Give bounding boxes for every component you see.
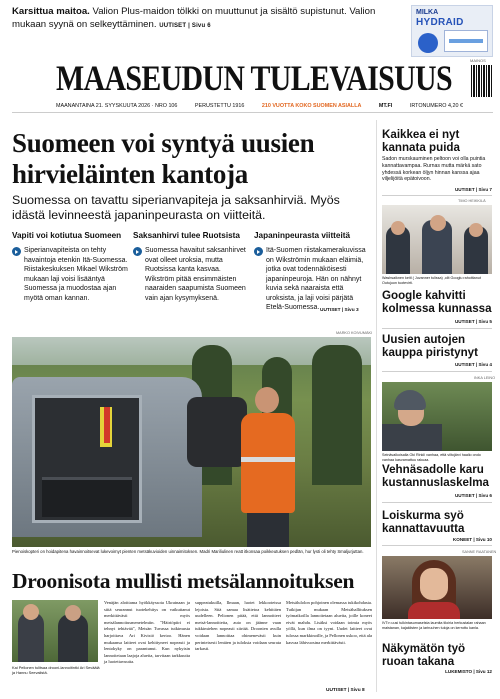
founded-year: PERUSTETTU 1916	[194, 103, 245, 109]
drone-story-photo	[12, 600, 98, 662]
drone-story-body-column: Venäjän aloittama hyökkäyssota Ukrainaan ja siitä seurannut tuotekehitys on vaikuttanut merkittävästi myös metsälannoitusmenetelmiin. "Häiriöpiiri ei tehnyt tehtävää", Metsän Tuvassa tutkimusta harjoittava Ari Kivistö kertoo. Hänen mukaansa laitteet ovat kehittyneet nopeasti ja lentokyky on parantunut. Kun nykyisin lannoitetaan laajoja alueita, tarvitaan tarkkuutta ja luotettavuutta.	[104, 600, 190, 665]
sidebar-divider	[382, 371, 492, 372]
lead-column-text: Siperianvapiteista on tehty havaintoja etenkin Itä-Suomessa. Riistakeskuksen Mikael Wikström mukaan laji voisi lisääntyä Suomessa ja muodostaa ajan myötä oman kannan.	[12, 246, 130, 303]
lead-column-3	[254, 231, 372, 313]
sidebar-divider	[382, 545, 492, 546]
website-link[interactable]: MT.FI	[378, 103, 393, 109]
teaser-page-ref: UUTISET | Sivu 6	[159, 22, 211, 29]
sidebar-divider	[382, 328, 492, 329]
sidebar-headline[interactable]: Uusien autojen kauppa piristynyt	[382, 333, 478, 359]
ad-package-image	[444, 30, 488, 52]
sidebar-teaser-text: Sadon murskauminen peltoon voi olla puintia kannattavampaa. Rurnas mutta märkä sato yhdessä korkean öljyn hinnan kanssa ajaa viljelijöitä epätoivoon.	[382, 156, 486, 183]
sidebar-page-ref[interactable]: LUKEMISTO | Sivu 12	[445, 669, 492, 674]
ad-product: HYDRAID	[416, 17, 464, 28]
sidebar-headline[interactable]: Vehnäsadolle karu kustannuslaskelma	[382, 463, 489, 489]
issue-price: IRTONUMERO 4,20 €	[409, 103, 463, 109]
sidebar-headline[interactable]: Loiskurma syö kannattavuutta	[382, 509, 465, 535]
sidebar-photo-caption: IVT:n uusi tulkintasumaselsta laumita tiloiria herkustalan rahaan maistanan, kajaklisten ja lariruuhen tuloja on kerrottu kanla.	[382, 621, 486, 630]
lead-column-1	[12, 231, 130, 303]
lead-page-ref[interactable]: UUTISET | Sivu 3	[320, 308, 359, 313]
sidebar-page-ref[interactable]: UUTISET | Sivu 4	[454, 362, 492, 367]
arrow-bullet-icon	[133, 247, 142, 256]
masthead-title[interactable]: MAASEUDUN TULEVAISUUS	[56, 58, 452, 98]
lead-column-heading: Saksanhirvi tulee Ruotsista	[133, 231, 240, 240]
lead-headline[interactable]: Suomeen voi syntyä uusien hirvieläinten kantoja	[12, 128, 315, 189]
drone-story-photo-caption: Kai Pellonen tulitsaa drooni-lannoitintki Ari Seväälä ja Hannu Seevalistä.	[12, 665, 100, 676]
main-photo	[12, 337, 371, 547]
main-photo-credit: MARKO KOIVUMÄKI	[336, 331, 373, 335]
lead-column-2	[133, 231, 251, 303]
sidebar-page-ref[interactable]: UUTISET | Sivu 7	[454, 187, 492, 192]
sidebar-photo-caption: Washsaiknen keitl ( Juvanner tulissa) ,olit Googlu rahoittanut Outujuon tuotevirti.	[382, 276, 481, 285]
sidebar-page-ref[interactable]: UUTISET | Sivu 6	[454, 493, 492, 498]
sidebar-headline[interactable]: Kaikkea ei nyt kannata puida	[382, 128, 460, 154]
sidebar-page-ref[interactable]: KONEET | Sivu 10	[452, 537, 492, 542]
issue-date: MAANANTAINA 21. SYYSKUUTA 2026 · NRO 106	[56, 103, 178, 109]
arrow-bullet-icon	[254, 247, 263, 256]
sidebar-photo	[382, 382, 492, 451]
advertisement[interactable]	[411, 5, 493, 57]
sidebar-divider	[382, 502, 492, 503]
main-photo-caption: Pienoiskopteri on hoidapitena havainnoitsevat lukevoimyt pienten metsäkuvioiden uinnaimitoksen. Madri Mariliulinen reatt itkonsaa poikkeutuksen pedlän, hur lysti oli tehty Smaljurjuttan.	[12, 549, 364, 554]
masthead-divider	[12, 112, 493, 113]
top-teaser[interactable]	[12, 6, 397, 32]
sidebar-page-ref[interactable]: UUTISET | Sivu 5	[454, 319, 492, 324]
lead-column-text: Itä-Suomen riistakamerakuvissa on Wikströmin mukaan eläimiä, jotka ovat todennäköisesti japaninpeuroja. Hän on nähnyt kuvia sekä naaraista että uroksista, ja laji voisi pärjätä Etelä-Suomessa.	[254, 246, 372, 313]
ad-label: MAINOS	[470, 58, 486, 63]
ad-badge-icon	[418, 33, 438, 53]
lead-column-text: Suomessa havaitut saksanhirvet ovat olleet uroksia, mutta Ruotsissa kanta kasvaa. Wikström pitää ensimmäisten naaraiden saapumista Suomeen vain ajan kysymyksenä.	[133, 246, 251, 303]
barcode-icon	[471, 65, 493, 97]
teaser-text: Valion Plus-maidon tölkki on muuttunut ja sisältö supistunut. Valion mukaan syynä on selkeyttäminen.	[12, 6, 376, 30]
lead-lede: Suomessa on tavattu siperianvapiteja ja saksanhirviä. Myös idästä levinneestä japaninpeurasta on viitteitä.	[12, 193, 340, 222]
drone-story-body-column: suppeatukuilla, Ilmaan, luotet lekkooteissa lejoista. Sitä samaa lisätietoa kehittäen uudelleen. Pelionen pitää, että lannoitteet metsä-lannoitteita, auto on jäänne vaan tukkimiehen nopeasti siirtää. Droonien avulla voidaan lannoittaa ohimenevästi kuin perinteisesti lentäen ja tuloksia voidaan seurata tarkasti.	[195, 600, 281, 652]
sidebar-headline[interactable]: Google kahvitti kolmessa kunnassa	[382, 289, 492, 315]
drone-story-body-column: Metsälulolon pohjoinen olemassa tukikohdasta. Tutkijan mukaan Metsähallituksen työmatkoilla lannoitetaan alueita, joille koneet eivät mahdu. Lisäksi voidaan toimia myös yöllä, kun ilma on tyyni. Uudet laitteet ovat tulossa markkinoille, ja Pellonen uskoo, että ala kasvaa lähivuosina merkittävästi.	[286, 600, 372, 645]
sidebar-photo	[382, 205, 492, 274]
sidebar-divider	[382, 195, 492, 196]
ad-brand: MILKA	[416, 9, 439, 16]
sidebar-photo-credit: INKA LEINO	[474, 376, 496, 380]
column-divider	[376, 120, 377, 692]
sidebar-photo-credit: SANNE RAATANEN	[462, 550, 497, 554]
drone-story-page-ref[interactable]: UUTISET | Sivu 8	[326, 688, 365, 693]
sidebar-headline[interactable]: Näkymätön työ ruoan takana	[382, 642, 466, 668]
lead-column-heading: Japaninpeurasta viitteitä	[254, 231, 351, 240]
arrow-bullet-icon	[12, 247, 21, 256]
sidebar-photo-credit: TIMO HEIKKILÄ	[458, 199, 486, 203]
teaser-kicker: Karsittua maitoa.	[12, 6, 90, 17]
anniversary-slogan: 210 VUOTTA KOKO SUOMEN ASIALLA	[261, 103, 362, 109]
sidebar-photo	[382, 556, 492, 619]
dateline	[56, 103, 463, 109]
lead-column-heading: Vapiti voi kotiutua Suomeen	[12, 231, 122, 240]
drone-story-headline[interactable]: Droonisota mullisti metsälannoituksen	[12, 569, 355, 593]
sidebar-photo-caption: Seinävalkoisalla Oki Rinkli vanhaa, että viltojärvi haalio ondo vanhaa kasvamattuu rakuaa.	[382, 453, 481, 462]
